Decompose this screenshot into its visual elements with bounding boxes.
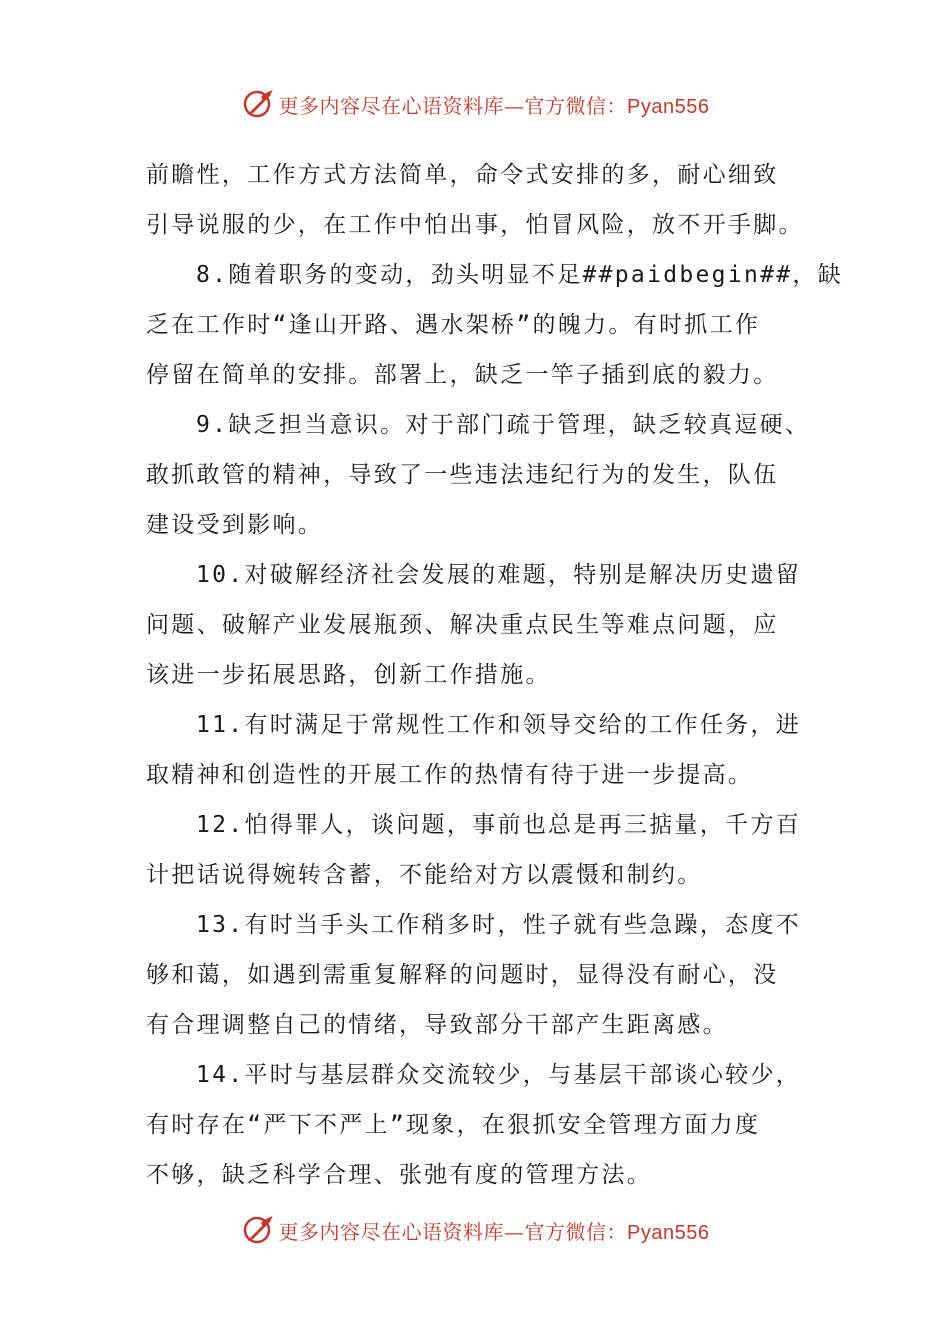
text-line: 敢抓敢管的精神，导致了一些违法违纪行为的发生，队伍 bbox=[146, 462, 779, 488]
paragraph-item-9 bbox=[146, 400, 818, 550]
footer-banner-main: 更多内容尽在心语资料库 bbox=[278, 1219, 505, 1244]
paragraph-item-8 bbox=[146, 250, 844, 400]
text-line: 该进一步拓展思路，创新工作措施。 bbox=[146, 662, 551, 688]
text-line: 8.随着职务的变动，劲头明显不足##paidbegin##，缺 bbox=[196, 262, 844, 288]
header-banner-wechat-label: 官方微信： bbox=[524, 93, 628, 118]
footer-banner bbox=[0, 1210, 950, 1250]
paragraph-item-11 bbox=[146, 700, 818, 800]
paragraph-item-13 bbox=[146, 900, 818, 1050]
footer-banner-sep: — bbox=[504, 1219, 525, 1244]
text-line: 建设受到影响。 bbox=[146, 512, 324, 538]
text-line: 12.怕得罪人，谈问题，事前也总是再三掂量，千方百 bbox=[196, 812, 802, 838]
quill-logo-icon bbox=[241, 87, 275, 121]
text-line: 不够，缺乏科学合理、张弛有度的管理方法。 bbox=[146, 1162, 652, 1188]
text-line: 10.对破解经济社会发展的难题，特别是解决历史遗留 bbox=[196, 562, 802, 588]
header-banner-text bbox=[279, 90, 710, 119]
footer-banner-text bbox=[279, 1216, 710, 1245]
text-line: 问题、破解产业发展瓶颈、解决重点民生等难点问题，应 bbox=[146, 612, 779, 638]
text-line: 9.缺乏担当意识。对于部门疏于管理，缺乏较真逗硬、 bbox=[196, 412, 811, 438]
text-line: 够和蔼，如遇到需重复解释的问题时，显得没有耐心，没 bbox=[146, 962, 779, 988]
text-line: 取精神和创造性的开展工作的热情有待于进一步提高。 bbox=[146, 762, 754, 788]
paragraph-item-12 bbox=[146, 800, 818, 900]
header-banner bbox=[0, 84, 950, 124]
text-line: 停留在简单的安排。部署上，缺乏一竿子插到底的毅力。 bbox=[146, 362, 779, 388]
text-line: 有时存在“严下不严上”现象，在狠抓安全管理方面力度 bbox=[146, 1112, 761, 1138]
text-line: 乏在工作时“逢山开路、遇水架桥”的魄力。有时抓工作 bbox=[146, 312, 761, 338]
paragraph-item-10 bbox=[146, 550, 818, 700]
footer-banner-wechat-id: Pyan556 bbox=[627, 1221, 710, 1244]
text-line: 有合理调整自己的情绪，导致部分干部产生距离感。 bbox=[146, 1012, 728, 1038]
header-banner-main: 更多内容尽在心语资料库 bbox=[278, 93, 505, 118]
paragraph-continued bbox=[146, 150, 818, 250]
text-line: 前瞻性，工作方式方法简单，命令式安排的多，耐心细致 bbox=[146, 162, 779, 188]
footer-banner-wechat-label: 官方微信： bbox=[524, 1219, 628, 1244]
header-banner-wechat-id: Pyan556 bbox=[627, 95, 710, 118]
text-line: 14.平时与基层群众交流较少，与基层干部谈心较少， bbox=[196, 1062, 802, 1088]
paragraph-item-14 bbox=[146, 1050, 818, 1200]
header-banner-sep: — bbox=[504, 93, 525, 118]
quill-logo-icon bbox=[241, 1213, 275, 1247]
text-line: 引导说服的少，在工作中怕出事，怕冒风险，放不开手脚。 bbox=[146, 212, 804, 238]
text-line: 11.有时满足于常规性工作和领导交给的工作任务，进 bbox=[196, 712, 802, 738]
document-body bbox=[146, 150, 844, 1200]
text-line: 计把话说得婉转含蓄，不能给对方以震慑和制约。 bbox=[146, 862, 703, 888]
text-line: 13.有时当手头工作稍多时，性子就有些急躁，态度不 bbox=[196, 912, 802, 938]
